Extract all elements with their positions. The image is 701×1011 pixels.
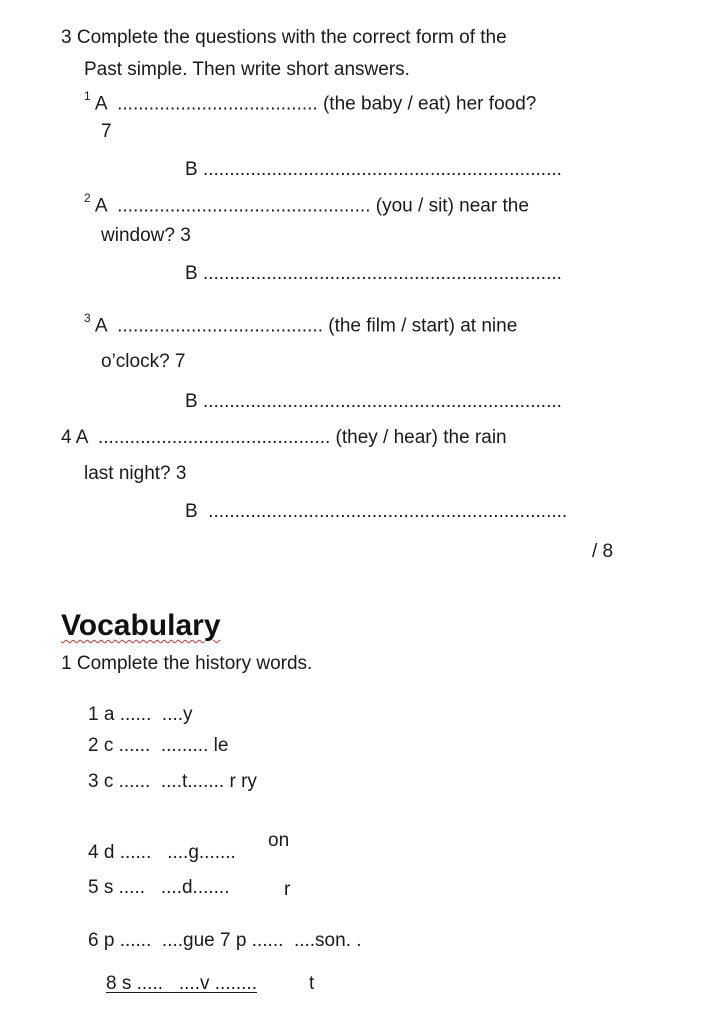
vocab-item-4-suffix: on (268, 830, 290, 851)
vocab-item-3: 3 c ...... ....t....... r ry (88, 771, 257, 792)
vocab-item-4: 4 d ...... ....g....... (88, 842, 236, 863)
vocab-item-1: 1 a ...... ....y (88, 704, 193, 725)
question-3-a (84, 311, 518, 337)
vocabulary-instruction: 1 Complete the history words. (61, 653, 313, 674)
question-4-a: 4 A ............................................ (they / hear) the rain (61, 427, 507, 448)
question-3-b: B .................................................................... (185, 391, 562, 412)
question-4-b: B .................................................................... (185, 501, 568, 522)
vocab-item-2: 2 c ...... ......... le (88, 735, 229, 756)
exercise3-title-line1: 3 Complete the questions with the correct form of the (61, 27, 507, 48)
question-2-number: 2 (84, 191, 91, 205)
question-2-b: B .................................................................... (185, 263, 562, 284)
question-1-a-text: A ...................................... (the baby / eat) her food? (94, 93, 537, 115)
question-4-cont: last night? 3 (84, 463, 187, 484)
vocabulary-heading: Vocabulary (61, 609, 221, 642)
question-1-b: B .................................................................... (185, 159, 562, 180)
question-3-cont: o’clock? 7 (101, 351, 186, 372)
question-1-number: 1 (84, 89, 91, 103)
vocab-item-8-suffix: t (309, 973, 315, 994)
vocab-item-5-suffix: r (284, 879, 291, 900)
vocab-item-6-7: 6 p ...... ....gue 7 p ...... ....son. . (88, 930, 362, 951)
question-2-a-text: A ................................................ (you / sit) near the (94, 195, 529, 217)
question-2-cont: window? 3 (101, 225, 191, 246)
score: / 8 (592, 541, 614, 562)
vocab-item-8: 8 s ..... ....v ........ (106, 973, 257, 994)
question-1-a (84, 89, 537, 115)
question-3-a-text: A ....................................... (the film / start) at nine (94, 315, 518, 337)
question-1-cont: 7 (101, 121, 112, 142)
vocab-item-5: 5 s ..... ....d....... (88, 877, 230, 898)
question-3-number: 3 (84, 311, 91, 325)
question-2-a (84, 191, 529, 217)
exercise3-title-line2: Past simple. Then write short answers. (84, 59, 410, 80)
